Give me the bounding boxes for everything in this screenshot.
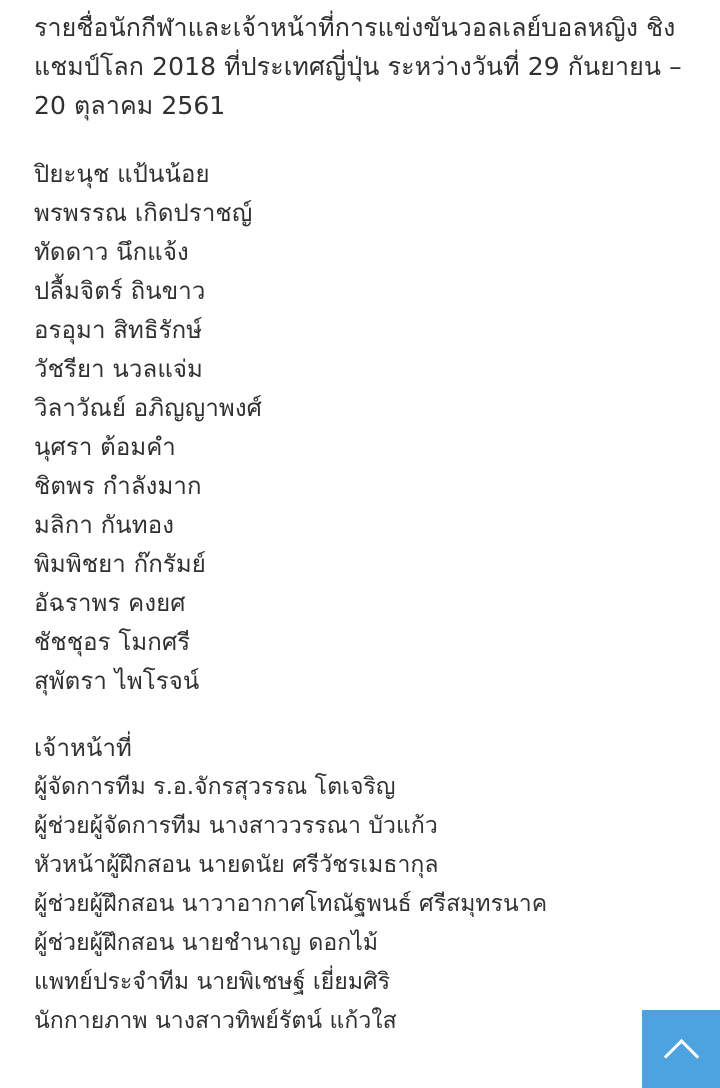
list-item: แพทย์ประจำทีม นายพิเชษฐ์ เยี่ยมศิริ [34,969,391,995]
page-title: รายชื่อนักกีฬาและเจ้าหน้าที่การแข่งขันวอลเลย์บอลหญิง ชิงแชมป์โลก 2018 ที่ประเทศญี่ปุ่น ระหว่างวันที่ 29 กันยายน – 20 ตุลาคม 2561 [34,13,682,120]
list-item: ผู้จัดการทีม ร.อ.จักรสุวรรณ โตเจริญ [34,774,396,800]
list-item: วัชรียา นวลแจ่ม [34,355,203,383]
list-item: วิลาวัณย์ อภิญญาพงศ์ [34,394,262,422]
list-item: ชิตพร กำลังมาก [34,472,202,500]
list-item: ผู้ช่วยผู้ฝึกสอน นาวาอากาศโทณัฐพนธ์ ศรีสมุทรนาค [34,891,548,917]
staff-list [34,768,686,1041]
list-item: สุพัตรา ไพโรจน์ [34,667,200,695]
scroll-to-top-button[interactable] [642,1010,720,1088]
list-item: ปิยะนุช แป้นน้อย [34,160,210,188]
list-item: ผู้ช่วยผู้จัดการทีม นางสาววรรณา บัวแก้ว [34,813,438,839]
list-item: อรอุมา สิทธิรักษ์ [34,316,203,344]
list-item: มลิกา กันทอง [34,511,175,539]
list-item: พรพรรณ เกิดปราชญ์ [34,199,253,227]
chevron-up-icon [666,1034,696,1064]
list-item: พิมพิชยา ก๊กรัมย์ [34,550,206,578]
list-item: ทัดดาว นึกแจ้ง [34,238,189,266]
athlete-list [34,155,686,701]
list-item: ปลื้มจิตร์ ถินขาว [34,277,206,305]
list-item: นุศรา ต้อมคำ [34,433,176,461]
list-item: ชัชชุอร โมกศรี [34,628,191,656]
spacer-before-staff [34,701,686,729]
spacer-after-title [34,125,686,155]
list-item: ผู้ช่วยผู้ฝึกสอน นายชำนาญ ดอกไม้ [34,930,379,956]
list-item: นักกายภาพ นางสาวทิพย์รัตน์ แก้วใส [34,1008,397,1034]
staff-section-heading: เจ้าหน้าที่ [34,734,132,762]
list-item: อัฉราพร คงยศ [34,589,186,617]
list-item: หัวหน้าผู้ฝึกสอน นายดนัย ศรีวัชรเมธากุล [34,852,439,878]
